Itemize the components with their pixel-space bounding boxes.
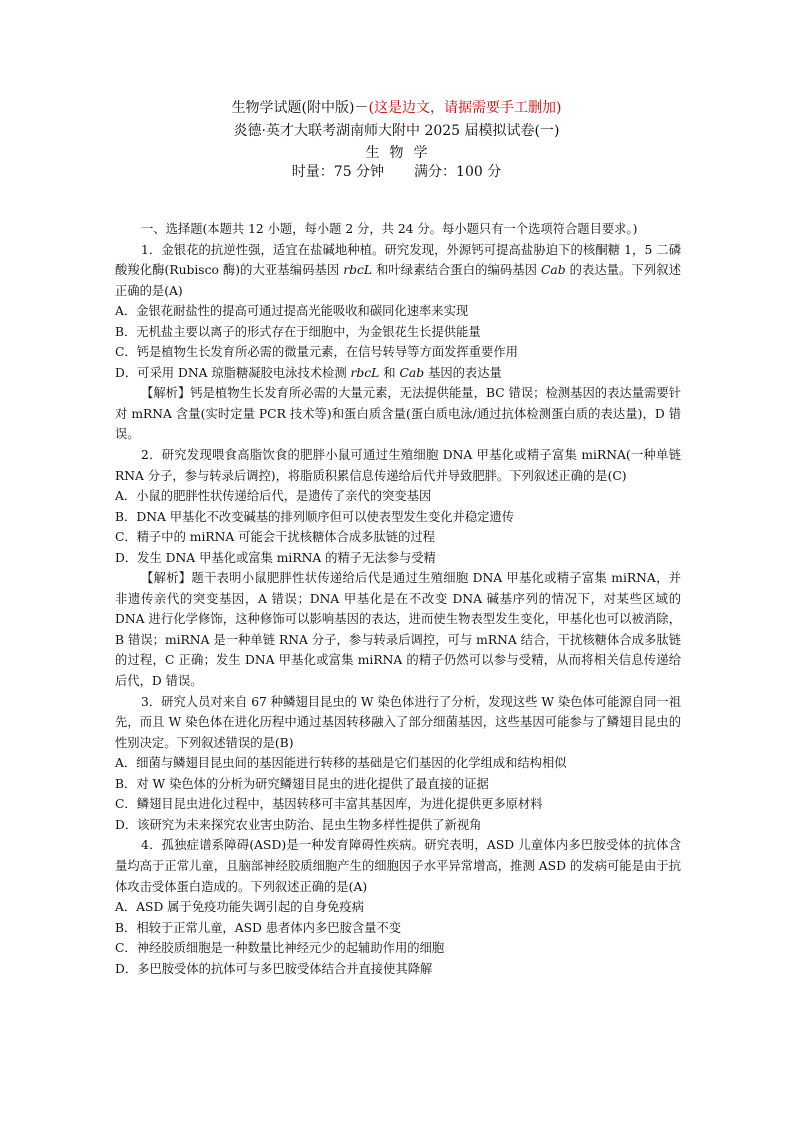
question-3-option-d: D．该研究为未来探究农业害虫防治、昆虫生物多样性提供了新视角 [115,817,482,832]
question-4-option-d: D．多巴胺受体的抗体可与多巴胺受体结合并直接使其降解 [115,961,433,976]
question-2-option-d: D．发生 DNA 甲基化或富集 miRNA 的精子无法参与受精 [115,550,436,565]
exam-meta [0,162,793,182]
question-2-option-b: B．DNA 甲基化不改变碱基的排列顺序但可以使表型发生变化并稳定遗传 [115,509,515,524]
question-3-option-c: C．鳞翅目昆虫进化过程中，基因转移可丰富其基因库，为进化提供更多原材料 [115,797,543,812]
header-red-note: (这是边文，请据需要手工删加) [368,100,562,116]
question-2-option-a: A．小鼠的肥胖性状传递给后代，是遗传了亲代的突变基因 [115,489,432,504]
question-4-option-a: A．ASD 属于免疫功能失调引起的自身免疫病 [115,900,365,915]
header-title: 生物学试题(附中版)－ [231,100,369,116]
question-4-stem: 4．孤独症谱系障碍(ASD)是一种发育障碍性疾病。研究表明，ASD 儿童体内多巴胺受体的抗体含量均高于正常儿童，且脑部神经胶质细胞产生的细胞因子水平异常增高，推测 ASD 的发病可能是由于抗体攻击受体蛋白造成的。下列叙述正确的是(A) [115,838,681,894]
question-1-option-c: C．钙是植物生长发育所必需的微量元素，在信号转导等方面发挥重要作用 [115,345,518,360]
question-1-option-a: A．金银花耐盐性的提高可通过提高光能吸收和碳同化速率来实现 [115,304,469,319]
question-2-option-c: C．精子中的 miRNA 可能会干扰核糖体合成多肽链的过程 [115,530,435,545]
question-body [115,219,681,979]
question-4-option-b: B．相较于正常儿童，ASD 患者体内多巴胺含量不变 [115,920,402,935]
question-3-option-b: B．对 W 染色体的分析为研究鳞翅目昆虫的进化提供了最直接的证据 [115,776,489,791]
question-1-option-b: B．无机盐主要以离子的形式存在于细胞中，为金银花生长提供能量 [115,324,481,339]
section-title: 一、选择题(本题共 12 小题，每小题 2 分，共 24 分。每小题只有一个选项符合题目要求。) [141,222,638,236]
subject-title: 生物学 [365,145,438,161]
question-1-analysis: 【解析】钙是植物生长发育所必需的大量元素，无法提供能量，BC 错误；检测基因的表达量需要针对 mRNA 含量(实时定量 PCR 技术等)和蛋白质含量(蛋白质电泳/通过抗体检测蛋白质的表达量)，D 错误。 [115,386,681,442]
header-edge-note [0,98,793,118]
question-3-stem: 3．研究人员对来自 67 种鳞翅目昆虫的 W 染色体进行了分析，发现这些 W 染色体可能源自同一祖先，而且 W 染色体在进化历程中通过基因转移融入了部分细菌基因，这些基因可能参与了鳞翅目昆虫的性别决定。下列叙述错误的是(B) [115,694,681,750]
time-limit: 时量：75 分钟 [291,164,385,180]
full-score: 满分：100 分 [414,164,502,180]
question-1-option-d: D．可采用 DNA 琼脂糖凝胶电泳技术检测 rbcL 和 Cab 基因的表达量 [115,365,502,380]
question-1-stem: 1．金银花的抗逆性强，适宜在盐碱地种植。研究发现，外源钙可提高盐胁迫下的核酮糖 1，5 二磷酸羧化酶(Rubisco 酶)的大亚基编码基因 rbcL 和叶绿素结合蛋白的编码基因 Cab 的表达量。下列叙述正确的是(A) [115,242,681,298]
question-3-option-a: A．细菌与鳞翅目昆虫间的基因能进行转移的基础是它们基因的化学组成和结构相似 [115,756,567,771]
exam-title: 炎德·英才大联考湖南师大附中 2025 届模拟试卷(一) [233,123,560,139]
question-2-analysis: 【解析】题干表明小鼠肥胖性状传递给后代是通过生殖细胞 DNA 甲基化或精子富集 miRNA，并非遗传亲代的突变基因，A 错误；DNA 甲基化是在不改变 DNA 碱基序列的情况下，对某些区域的 DNA 进行化学修饰，这种修饰可以影响基因的表达，进而使生物表型发生变化，甲基化也可以被消除，B 错误；miRNA 是一种单链 RNA 分子，参与转录后调控，可与 mRNA 结合，干扰核糖体合成多肽链的过程，C 正确；发生 DNA 甲基化或富集 miRNA 的精子仍然可以参与受精，从而将相关信息传递给后代，D 错误。 [115,571,681,689]
question-4-option-c: C．神经胶质细胞是一种数量比神经元少的起辅助作用的细胞 [115,941,445,956]
question-2-stem: 2．研究发现喂食高脂饮食的肥胖小鼠可通过生殖细胞 DNA 甲基化或精子富集 miRNA(一种单链 RNA 分子，参与转录后调控)，将脂质积累信息传递给后代并导致肥胖。下列叙述正确的是(C) [115,448,681,483]
